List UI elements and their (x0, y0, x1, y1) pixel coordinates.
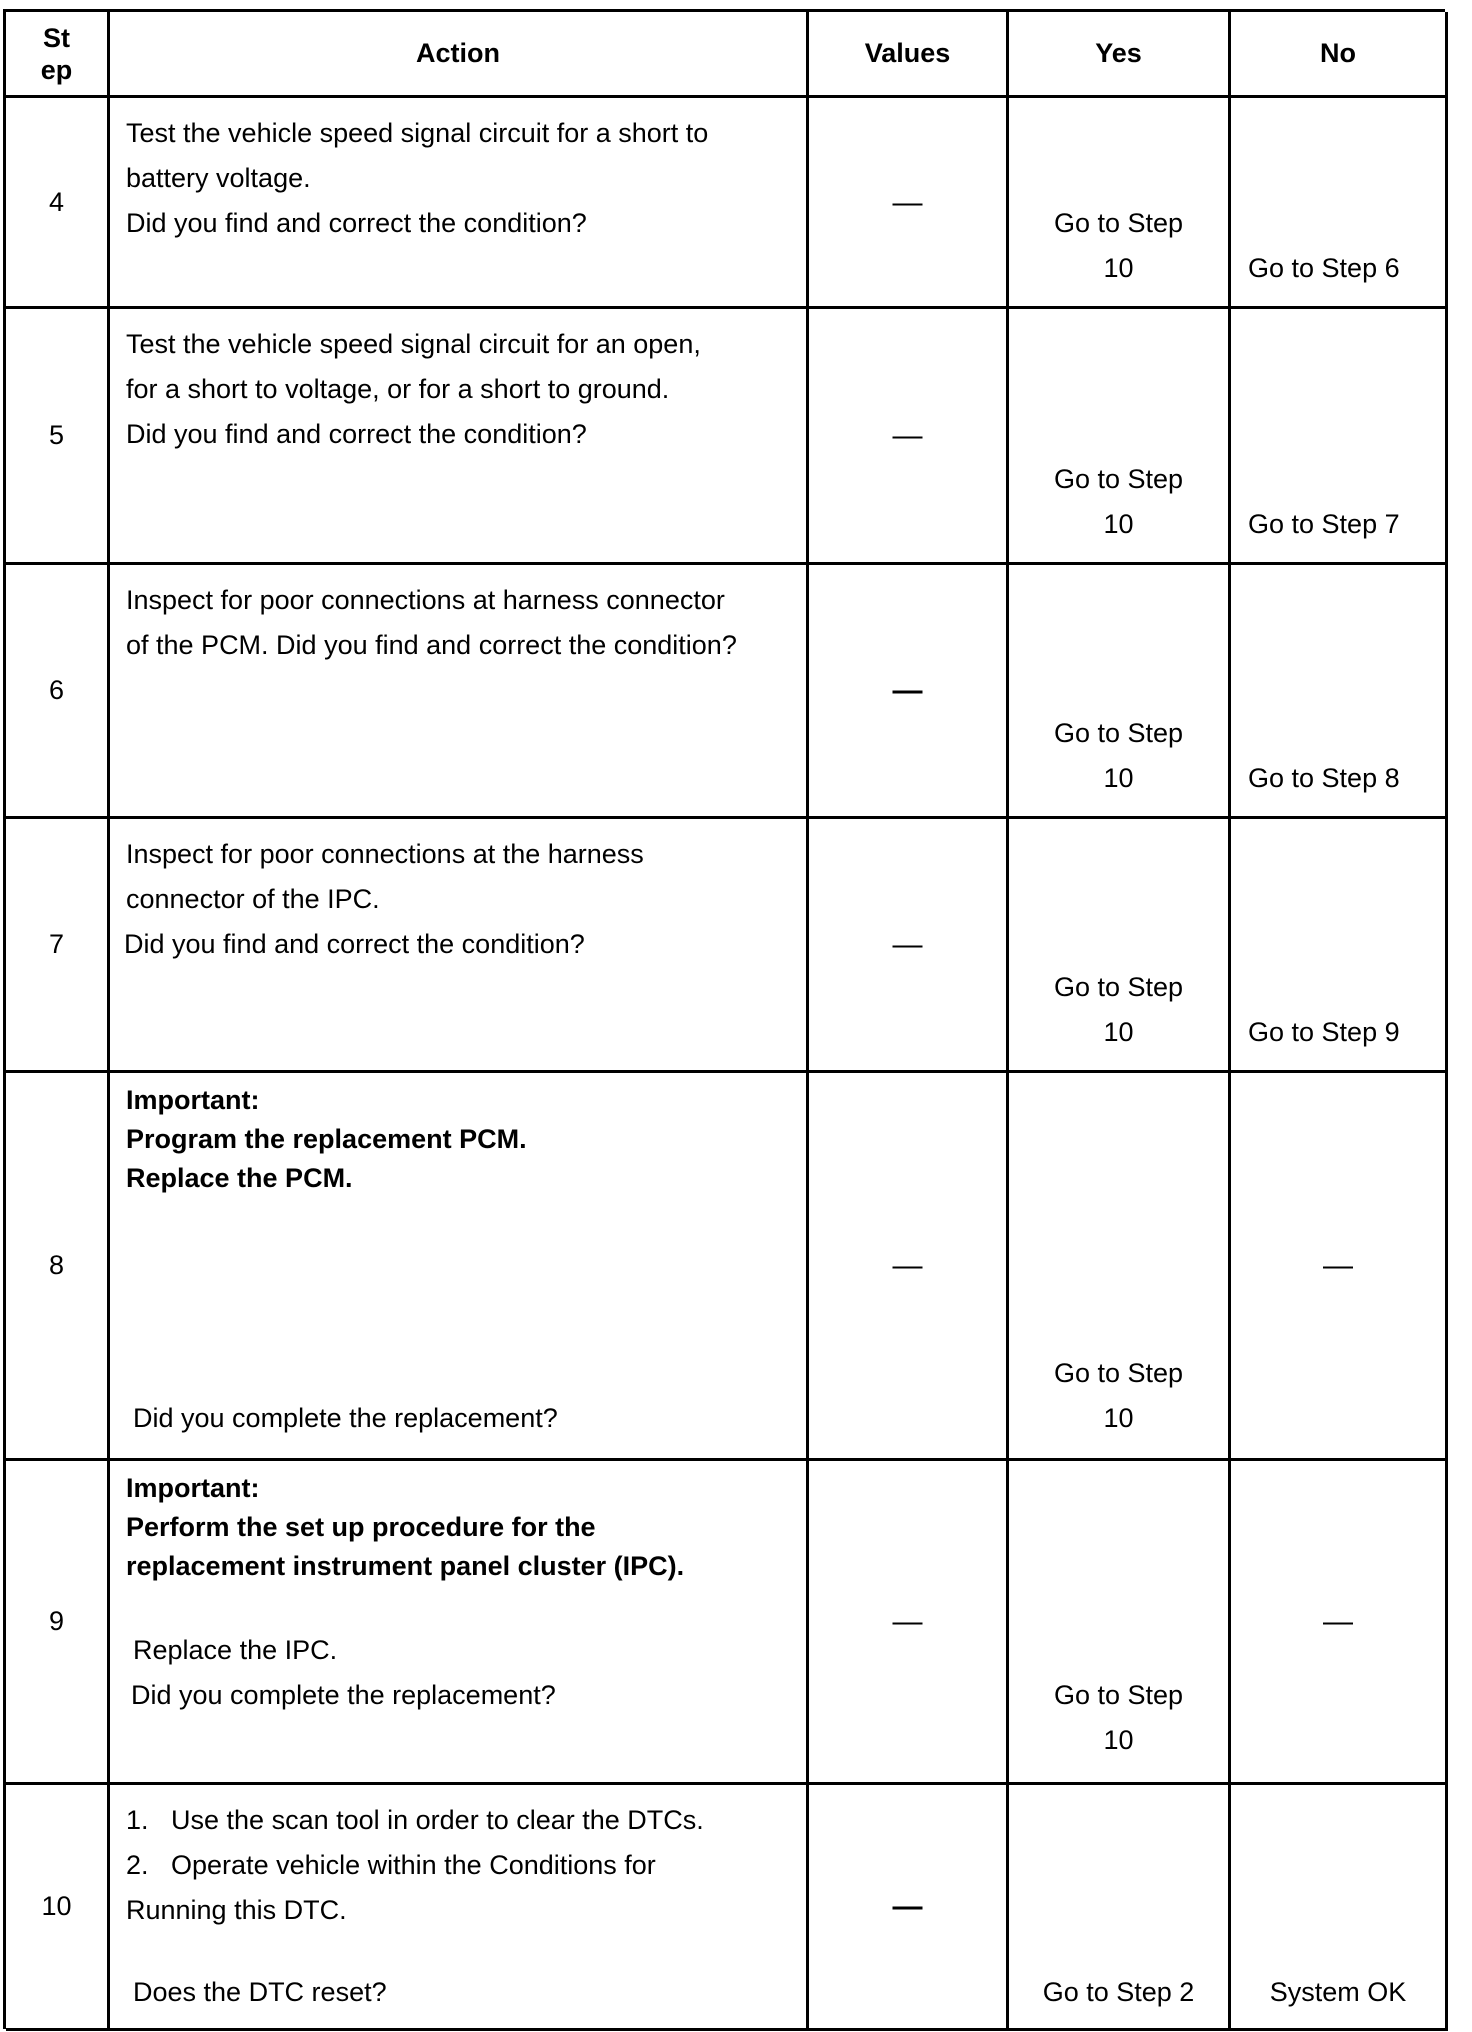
values-cell-10 (809, 1785, 1009, 2031)
no-cell-8 (1231, 1073, 1448, 1461)
no-cell-6 (1231, 565, 1448, 819)
values-cell-4 (809, 98, 1009, 309)
yes-goto-line1: Go to Step (1053, 1680, 1184, 1710)
important-line: Replace the PCM. (126, 1163, 353, 1193)
table-row-step-10 (6, 1785, 110, 2031)
action-cell-5 (110, 309, 809, 565)
action-line: for a short to voltage, or for a short to ground. (126, 374, 670, 404)
values-cell-5 (809, 309, 1009, 565)
yes-goto: Go to Step 2 (1042, 1977, 1195, 2007)
action-line: connector of the IPC. (126, 884, 380, 914)
no-goto: Go to Step 6 (1248, 253, 1400, 283)
yes-goto-line1: Go to Step (1053, 464, 1184, 494)
yes-cell-4 (1009, 98, 1231, 309)
header-step-line2: ep (40, 54, 73, 85)
important-label: Important: (126, 1473, 260, 1503)
action-cell-6 (110, 565, 809, 819)
action-line: Inspect for poor connections at the harness (126, 839, 644, 869)
action-line: 1. Use the scan tool in order to clear the DTCs. (126, 1805, 704, 1835)
action-line: Inspect for poor connections at harness connector (126, 585, 725, 615)
action-cell-7 (110, 819, 809, 1073)
yes-goto-line1: Go to Step (1053, 208, 1184, 238)
action-line: Test the vehicle speed signal circuit for a short to (126, 118, 709, 148)
values-dash: — (892, 1605, 923, 1638)
table-row-step-5 (6, 309, 110, 565)
action-question: Did you complete the replacement? (133, 1403, 558, 1433)
yes-goto-line2: 10 (1103, 1725, 1134, 1755)
no-goto: Go to Step 9 (1248, 1017, 1400, 1047)
step-number: 5 (48, 420, 65, 450)
action-cell-9 (110, 1461, 809, 1785)
action-line: Running this DTC. (126, 1895, 347, 1925)
header-no (1231, 12, 1448, 98)
header-step-line1: St (43, 22, 70, 53)
yes-cell-6 (1009, 565, 1231, 819)
values-dash: — (892, 674, 923, 707)
step-number: 6 (48, 675, 65, 705)
values-dash: — (892, 1249, 923, 1282)
important-label: Important: (126, 1085, 260, 1115)
action-question: Did you find and correct the condition? (126, 208, 587, 238)
action-line: Test the vehicle speed signal circuit for an open, (126, 329, 701, 359)
yes-cell-8 (1009, 1073, 1231, 1461)
no-goto: Go to Step 7 (1248, 509, 1400, 539)
yes-goto-line2: 10 (1103, 1017, 1134, 1047)
no-cell-4 (1231, 98, 1448, 309)
header-values-label: Values (864, 38, 951, 68)
values-dash: — (892, 928, 923, 961)
table-row-step-9 (6, 1461, 110, 1785)
action-line: battery voltage. (126, 163, 311, 193)
action-question: Does the DTC reset? (133, 1977, 387, 2007)
yes-goto-line2: 10 (1103, 1403, 1134, 1433)
action-cell-10 (110, 1785, 809, 2031)
header-yes (1009, 12, 1231, 98)
header-yes-label: Yes (1095, 38, 1142, 68)
yes-cell-5 (1009, 309, 1231, 565)
table-row-step-4 (6, 98, 110, 309)
no-dash: — (1323, 1605, 1353, 1638)
header-values (809, 12, 1009, 98)
yes-goto-line1: Go to Step (1053, 1358, 1184, 1388)
yes-cell-9 (1009, 1461, 1231, 1785)
header-action-label: Action (416, 38, 500, 68)
action-line: 2. Operate vehicle within the Conditions for (126, 1850, 656, 1880)
table-row-step-8 (6, 1073, 110, 1461)
important-line: Perform the set up procedure for the (126, 1512, 596, 1542)
step-number: 7 (48, 929, 65, 959)
no-goto: System OK (1269, 1977, 1407, 2007)
no-cell-9 (1231, 1461, 1448, 1785)
yes-goto-line2: 10 (1103, 509, 1134, 539)
action-question: Did you find and correct the condition? (126, 419, 587, 449)
step-number: 4 (48, 186, 65, 217)
yes-cell-7 (1009, 819, 1231, 1073)
action-question: of the PCM. Did you find and correct the condition? (126, 630, 737, 660)
no-cell-7 (1231, 819, 1448, 1073)
table-row-step-7 (6, 819, 110, 1073)
yes-goto-line1: Go to Step (1053, 972, 1184, 1002)
header-no-label: No (1320, 38, 1356, 68)
header-step (6, 12, 110, 98)
values-dash: — (892, 419, 923, 452)
values-dash: — (892, 185, 923, 219)
step-number: 9 (48, 1606, 65, 1636)
values-cell-8 (809, 1073, 1009, 1461)
yes-cell-10 (1009, 1785, 1231, 2031)
action-question: Did you find and correct the condition? (124, 929, 585, 959)
important-line: replacement instrument panel cluster (IPC). (126, 1551, 685, 1581)
important-line: Program the replacement PCM. (126, 1124, 527, 1154)
table-row-step-6 (6, 565, 110, 819)
values-cell-9 (809, 1461, 1009, 1785)
no-goto: Go to Step 8 (1248, 763, 1400, 793)
values-cell-7 (809, 819, 1009, 1073)
step-number: 10 (41, 1891, 72, 1921)
no-cell-5 (1231, 309, 1448, 565)
step-number: 8 (48, 1250, 65, 1280)
yes-goto-line2: 10 (1103, 253, 1134, 283)
yes-goto-line2: 10 (1103, 763, 1134, 793)
action-cell-4 (110, 98, 809, 309)
action-line: Replace the IPC. (133, 1635, 338, 1665)
action-question: Did you complete the replacement? (131, 1680, 556, 1710)
yes-goto-line1: Go to Step (1053, 718, 1184, 748)
no-cell-10 (1231, 1785, 1448, 2031)
values-dash: — (892, 1890, 923, 1923)
header-action (110, 12, 809, 98)
no-dash: — (1323, 1249, 1353, 1282)
action-cell-8 (110, 1073, 809, 1461)
values-cell-6 (809, 565, 1009, 819)
